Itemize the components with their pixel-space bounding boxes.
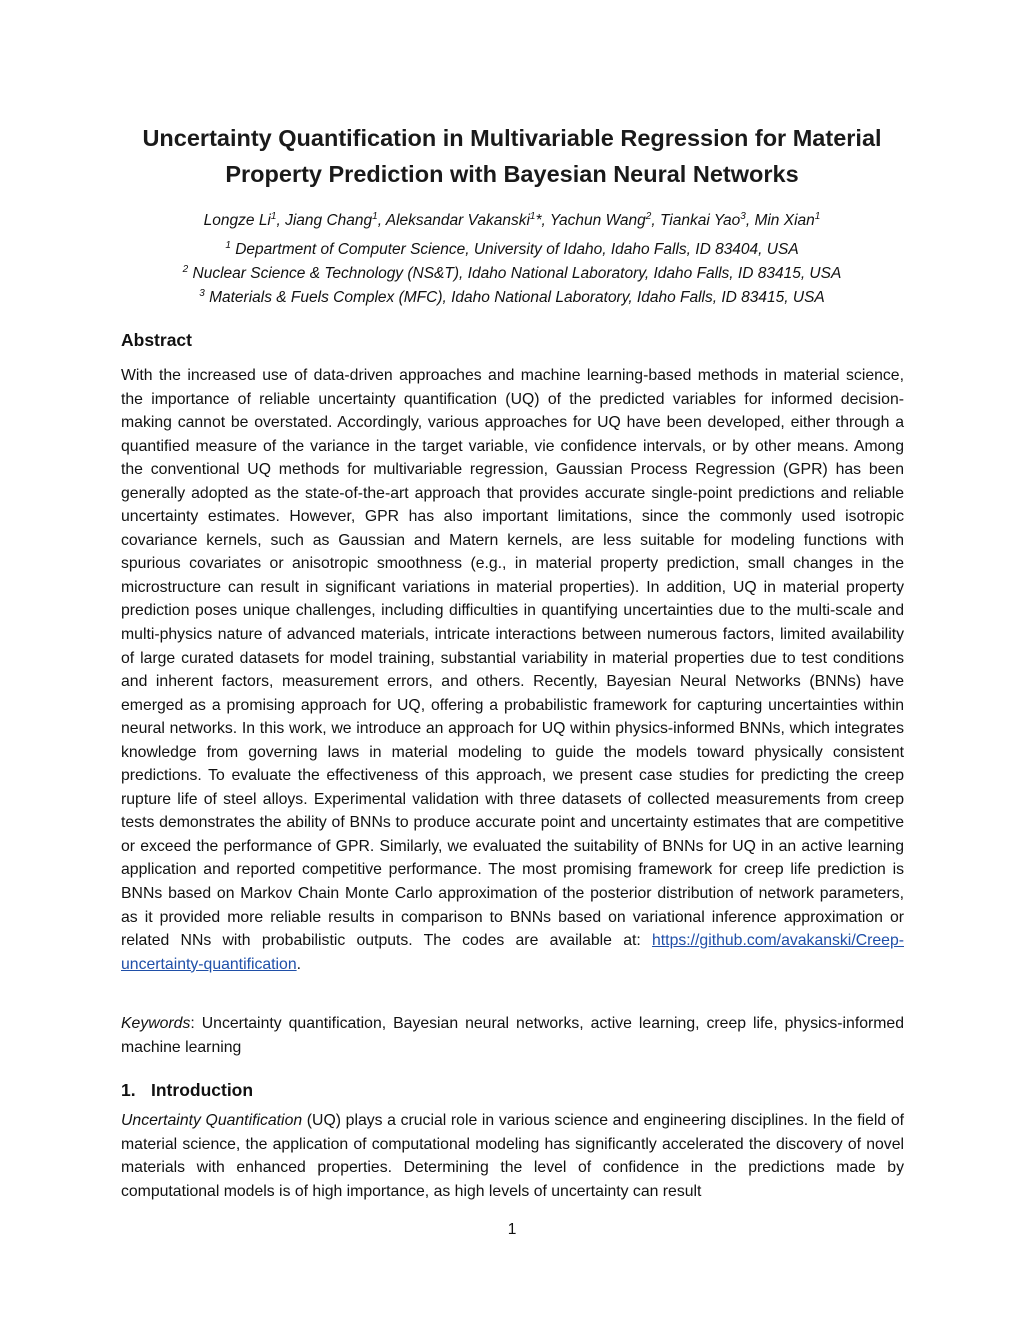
author: Min Xian$^1$ bbox=[754, 210, 821, 229]
paper-title bbox=[110, 120, 914, 192]
abstract-heading: Abstract bbox=[121, 330, 192, 350]
author: Aleksandar Vakanski$^1$*, bbox=[385, 210, 550, 229]
abstract-text: With the increased use of data-driven approaches and machine learning-based methods in material science, the importance of reliable uncertainty quantification (UQ) of the predicted variables for informed decision-making cannot be overstated. Accordingly, various approaches for UQ have been developed, either through a quantified measure of the variance in the target variable, vie confidence intervals, or by other means. Among the conventional UQ methods for multivariable regression, Gaussian Process Regression (GPR) has been generally adopted as the state-of-the-art approach that provides accurate single-point predictions and reliable uncertainty estimates. However, GPR has also important limitations, since the commonly used isotropic covariance kernels, such as Gaussian and Matern kernels, are less suitable for modeling functions with spurious covariates or anisotropic smoothness (e.g., in material property prediction, small changes in the microstructure can result in significant variations in material properties). In addition, UQ in material property prediction poses unique challenges, including difficulties in quantifying uncertainties due to the multi-scale and multi-physics nature of advanced materials, intricate interactions between numerous factors, limited availability of large curated datasets for model training, substantial variability in material properties due to test conditions and inherent factors, measurement errors, and others. Recently, Bayesian Neural Networks (BNNs) have emerged as a promising approach for UQ, offering a probabilistic framework for capturing uncertainties within neural networks. In this work, we introduce an approach for UQ within physics-informed BNNs, which integrates knowledge from governing laws in material modeling to guide the models toward physically consistent predictions. To evaluate the effectiveness of this approach, we present case studies for predicting the creep rupture life of steel alloys. Experimental validation with three datasets of collected measurements from creep tests demonstrates the ability of BNNs to produce accurate point and uncertainty estimates that are competitive or exceed the performance of GPR. Similarly, we evaluated the suitability of BNNs for UQ in an active learning application and reported competitive performance. The most promising framework for creep life prediction is BNNs based on Markov Chain Monte Carlo approximation of the posterior distribution of network parameters, as it provided more reliable results in comparison to BNNs based on variational inference approximation or related NNs with probabilistic outputs. The codes are available at: bbox=[121, 367, 904, 950]
author: Tiankai Yao$^3$, bbox=[659, 210, 755, 229]
affiliation-list bbox=[110, 238, 914, 310]
author-list bbox=[110, 209, 914, 233]
introduction-heading bbox=[121, 1080, 253, 1101]
author: Longze Li$^1$, bbox=[203, 210, 286, 229]
title-line-2: Property Prediction with Bayesian Neural Networks bbox=[225, 161, 799, 187]
affiliation: $^1$ Department of Computer Science, University of Idaho, Idaho Falls, ID 83404, USA bbox=[225, 239, 799, 258]
code-repository-link[interactable]: https://github.com/avakanski/Creep-uncertainty-quantification bbox=[121, 932, 904, 973]
keywords-label: Keywords bbox=[121, 1015, 191, 1032]
keywords bbox=[121, 1012, 904, 1059]
section-title: Introduction bbox=[151, 1080, 254, 1100]
author: Yachun Wang$^2$, bbox=[549, 210, 660, 229]
title-line-1: Uncertainty Quantification in Multivariable Regression for Material bbox=[142, 125, 882, 151]
affiliation: $^3$ Materials & Fuels Complex (MFC), Idaho National Laboratory, Idaho Falls, ID 83415, USA bbox=[199, 287, 825, 306]
introduction-lead: Uncertainty Quantification bbox=[121, 1112, 303, 1129]
keywords-text: : Uncertainty quantification, Bayesian neural networks, active learning, creep life, physics-informed machine learning bbox=[121, 1015, 904, 1056]
section-number: 1. bbox=[121, 1080, 136, 1100]
page-number: 1 bbox=[507, 1221, 517, 1238]
abstract-body: With the increased use of data-driven approaches and machine learning-based methods in material science, the importance of reliable uncertainty quantification (UQ) of the predicted variables for informed decision-making cannot be overstated. Accordingly, various approaches for UQ have been developed, either through a quantified measure of the variance in the target variable, vie confidence intervals, or by other means. Among the conventional UQ methods for multivariable regression, Gaussian Process Regression (GPR) has been generally adopted as the state-of-the-art approach that provides accurate single-point predictions and reliable uncertainty estimates. However, GPR has also important limitations, since the commonly used isotropic covariance kernels, such as Gaussian and Matern kernels, are less suitable for modeling functions with spurious covariates or anisotropic smoothness (e.g., in material property prediction, small changes in the microstructure can result in significant variations in material properties). In addition, UQ in material property prediction poses unique challenges, including difficulties in quantifying uncertainties due to the multi-scale and multi-physics nature of advanced materials, intricate interactions between numerous factors, limited availability of large curated datasets for model training, substantial variability in material properties due to test conditions and inherent factors, measurement errors, and others. Recently, Bayesian Neural Networks (BNNs) have emerged as a promising approach for UQ, offering a probabilistic framework for capturing uncertainties within neural networks. In this work, we introduce an approach for UQ within physics-informed BNNs, which integrates knowledge from governing laws in material modeling to guide the models toward physically consistent predictions. To evaluate the effectiveness of this approach, we present case studies for predicting the creep rupture life of steel alloys. Experimental validation with three datasets of collected measurements from creep tests demonstrates the ability of BNNs to produce accurate point and uncertainty estimates that are competitive or exceed the performance of GPR. Similarly, we evaluated the suitability of BNNs for UQ in an active learning application and reported competitive performance. The most promising framework for creep life prediction is BNNs based on Markov Chain Monte Carlo approximation of the posterior distribution of network parameters, as it provided more reliable results in comparison to BNNs based on variational inference approximation or related NNs with probabilistic outputs. The codes are available at: https://github.com/avakanski/Creep-uncertainty-quantification. bbox=[121, 367, 904, 973]
introduction-body bbox=[121, 1109, 904, 1203]
author: Jiang Chang$^1$, bbox=[285, 210, 386, 229]
introduction-text: (UQ) plays a crucial role in various science and engineering disciplines. In the field of material science, the application of computational modeling has significantly accelerated the discovery of novel materials with enhanced properties. Determining the level of confidence in the predictions made by computational models is of high importance, as high levels of uncertainty can result bbox=[121, 1112, 904, 1200]
affiliation: $^2$ Nuclear Science & Technology (NS&T), Idaho National Laboratory, Idaho Falls, ID 83415, USA bbox=[182, 263, 842, 282]
